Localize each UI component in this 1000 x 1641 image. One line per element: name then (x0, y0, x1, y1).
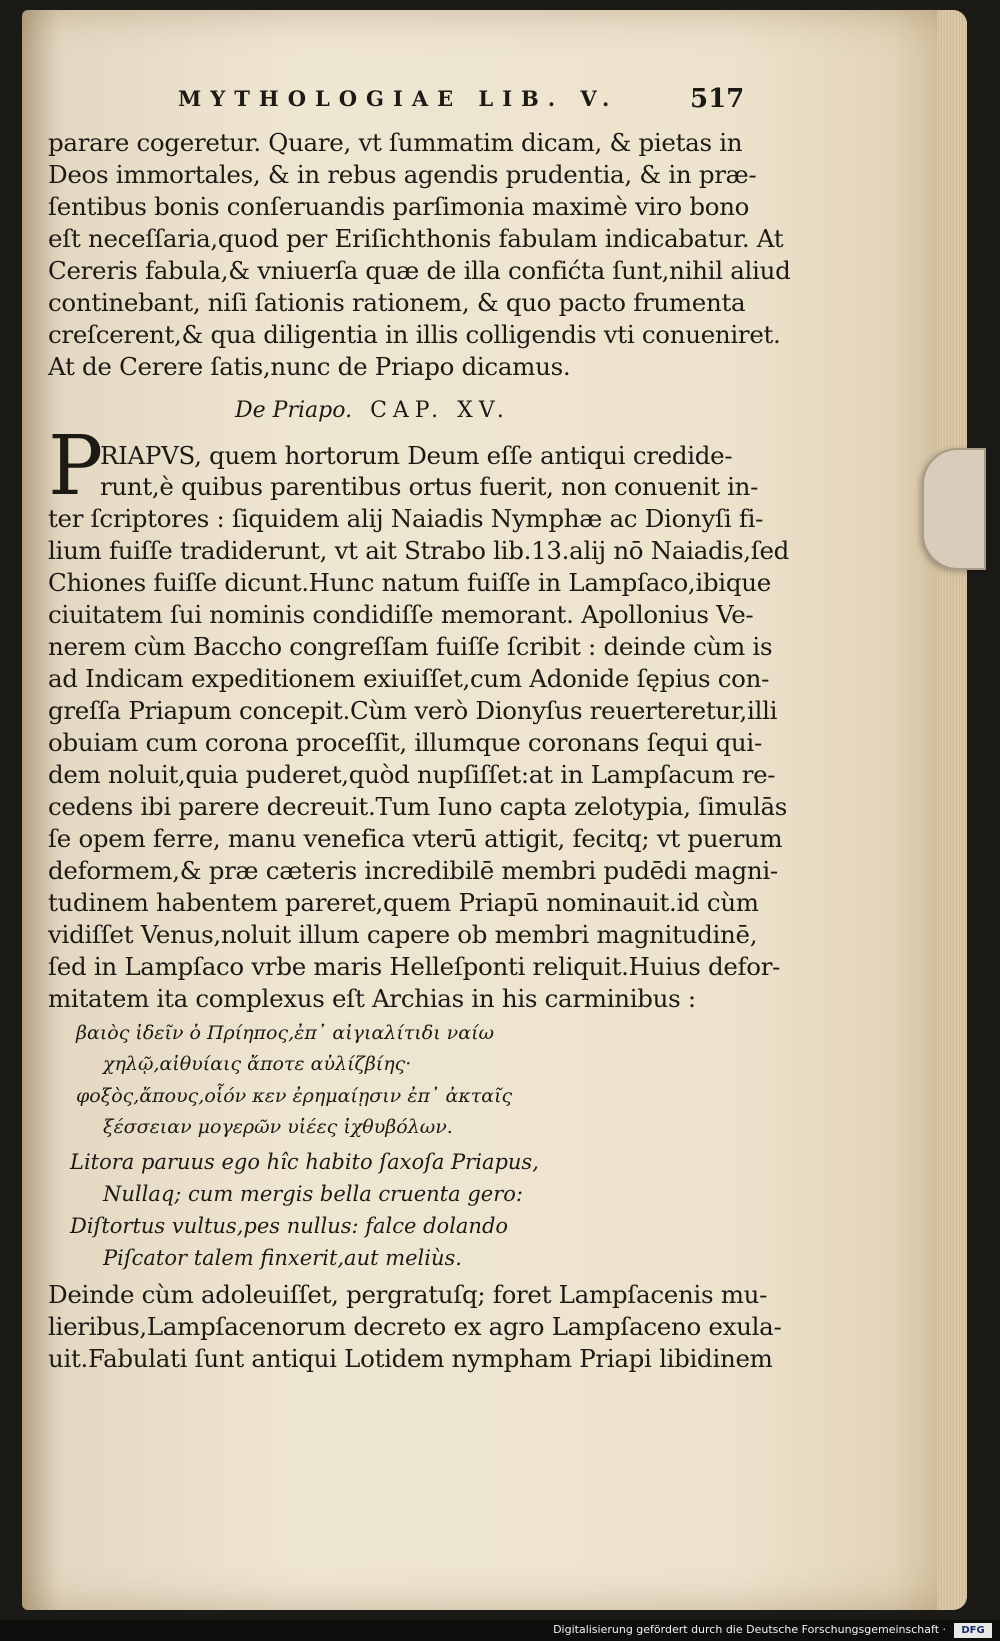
text-line: obuiam cum corona proceſſit, illumque coronans ſequi qui- (48, 728, 762, 757)
text-line: lium fuiſſe tradiderunt, vt ait Strabo lib.13.alij nō Naiadis,ſed (48, 536, 790, 565)
text-line: ſed in Lampſaco vrbe maris Helleſponti reliquit.Huius defor- (48, 952, 781, 981)
text-line: eſt neceſſaria,quod per Eriſichthonis fabulam indicabatur. At (48, 224, 784, 253)
chapter-title: De Priapo. (235, 398, 353, 423)
text-line: lieribus,Lampſacenorum decreto ex agro Lampſaceno exula- (48, 1312, 782, 1341)
text-line: ter ſcriptores : ſiquidem alij Naiadis Nymphæ ac Dionyſi fi- (48, 504, 764, 533)
greek-verse-line: βαιὸς ἰδεῖν ὁ Πρίηπος,ἐπ᾽ αἰγιαλίτιδι ναίω (76, 1022, 495, 1044)
digitization-credit: Digitalisierung gefördert durch die Deutsche Forschungsgemeinschaft · (553, 1623, 946, 1636)
drop-cap: P (48, 419, 104, 514)
greek-verse-line: χηλῷ,αἰθυίαις ἄποτε αὐλίζβίης· (103, 1053, 412, 1075)
text-line: Chiones fuiſſe dicunt.Hunc natum fuiſſe in Lampſaco,ibique (48, 568, 771, 597)
latin-verse-line: Diſtortus vultus,pes nullus: falce dolando (70, 1214, 509, 1238)
text-line: creſcerent,& qua diligentia in illis colligendis vti conueniret. (48, 320, 781, 349)
running-head: MYTHOLOGIAE LIB. V. (178, 86, 619, 111)
text-line: ſentibus bonis conſeruandis parſimonia maximè viro bono (48, 192, 750, 221)
text-line: ad Indicam expeditionem exiuiſſet,cum Adonide ſępius con- (48, 664, 770, 693)
latin-verse-line: Nullaq; cum mergis bella cruenta gero: (103, 1182, 523, 1206)
text-line: parare cogeretur. Quare, vt ſummatim dicam, & pietas in (48, 128, 743, 157)
text-line: Deinde cùm adoleuiſſet, pergratuſq; foret Lampſacenis mu- (48, 1280, 768, 1309)
text-line: greſſa Priapum concepit.Cùm verò Dionyſus reuerteretur,illi (48, 696, 778, 725)
text-line: At de Cerere ſatis,nunc de Priapo dicamus. (48, 352, 571, 381)
text-line: tudinem habentem pareret,quem Priapū nominauit.id cùm (48, 888, 759, 917)
page-edge (937, 10, 967, 1610)
page-number: 517 (690, 84, 745, 114)
text-line: continebant, niſi ſationis rationem, & quo pacto frumenta (48, 288, 746, 317)
text-line: RIAPVS, quem hortorum Deum eſſe antiqui credide- (100, 441, 733, 470)
text-line: mitatem ita complexus eſt Archias in his carminibus : (48, 984, 696, 1013)
latin-verse-line: Piſcator talem finxerit,aut meliùs. (103, 1246, 462, 1270)
greek-verse-line: φοξὸς,ἄπους,οἷόν κεν ἐρημαίῃσιν ἐπ᾽ ἀκταῖς (76, 1085, 513, 1107)
dfg-logo: DFG (954, 1623, 992, 1638)
text-line: ſe opem ferre, manu venefica vterū attigit, fecitq; vt puerum (48, 824, 783, 853)
text-line: Deos immortales, & in rebus agendis prudentia, & in præ- (48, 160, 757, 189)
text-line: deformem,& præ cæteris incredibilē membri pudēdi magni- (48, 856, 778, 885)
text-line: runt,è quibus parentibus ortus fuerit, non conuenit in- (100, 472, 759, 501)
text-line: Cereris fabula,& vniuerſa quæ de illa confićta ſunt,nihil aliud (48, 256, 791, 285)
text-line: cedens ibi parere decreuit.Tum Iuno capta zelotypia, ſimulās (48, 792, 788, 821)
text-line: dem noluit,quia puderet,quòd nupſiſſet:at in Lampſacum re- (48, 760, 776, 789)
chapter-heading (235, 398, 510, 423)
chapter-number: CAP. XV. (370, 398, 510, 423)
page-clip (922, 448, 986, 570)
text-line: vidiſſet Venus,noluit illum capere ob membri magnitudinē, (48, 920, 758, 949)
text-line: nerem cùm Baccho congreſſam fuiſſe ſcribit : deinde cùm is (48, 632, 773, 661)
greek-verse-line: ξέσσειαν μογερῶν υἱέες ἰχθυβόλων. (103, 1116, 453, 1138)
latin-verse-line: Litora paruus ego hîc habito ſaxoſa Priapus, (70, 1150, 539, 1174)
text-line: uit.Fabulati ſunt antiqui Lotidem nympham Priapi libidinem (48, 1344, 773, 1373)
text-line: ciuitatem ſui nominis condidiſſe memorant. Apollonius Ve- (48, 600, 754, 629)
